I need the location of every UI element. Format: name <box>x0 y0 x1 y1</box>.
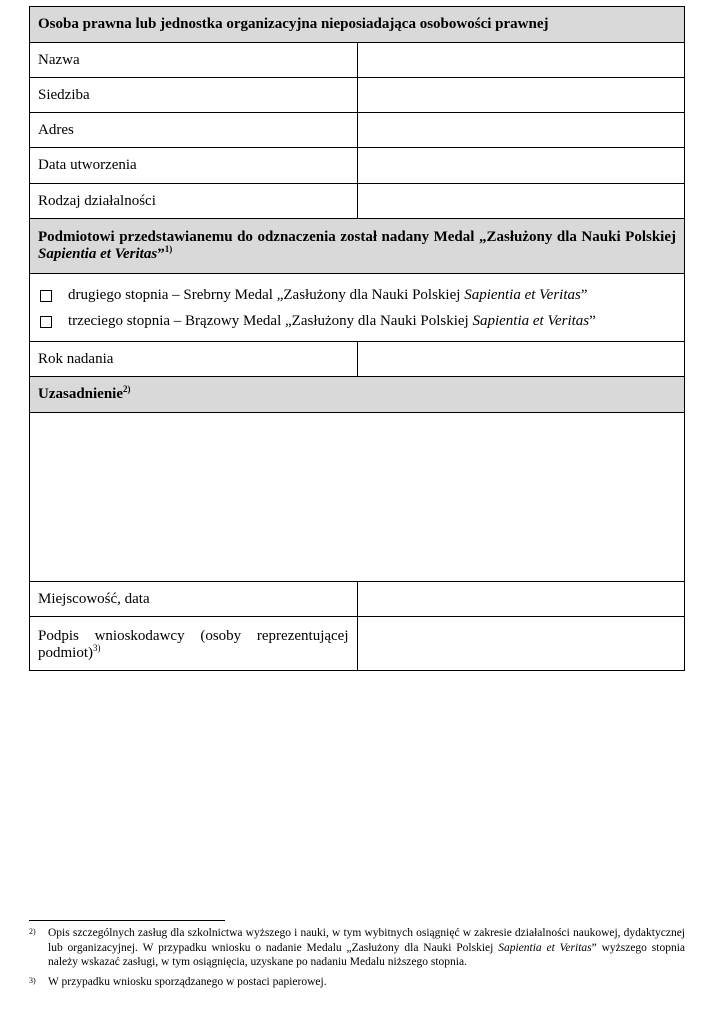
field-label-name: Nazwa <box>30 43 358 78</box>
option-second-end: ” <box>580 287 588 303</box>
footnote-3 <box>29 975 685 990</box>
footnote-divider <box>29 920 225 921</box>
section-heading-medal <box>30 219 685 274</box>
field-label-creation-date: Data utworzenia <box>30 148 358 184</box>
checkbox-second-degree[interactable] <box>40 290 52 302</box>
medal-options <box>30 274 685 342</box>
medal-heading-end: ” <box>157 246 165 262</box>
footnote-3-mark: 3) <box>29 975 36 985</box>
footnote-2-italic: Sapientia et Veritas <box>498 941 592 954</box>
option-third-degree-label <box>68 313 596 330</box>
footnote-2-mark: 2) <box>29 927 36 936</box>
field-value-name[interactable] <box>357 43 685 78</box>
field-label-seat: Siedziba <box>30 78 358 113</box>
field-value-activity-type[interactable] <box>357 184 685 219</box>
option-second-degree-label <box>68 287 588 304</box>
field-value-year[interactable] <box>357 342 685 377</box>
justification-heading-text: Uzasadnienie <box>38 386 124 402</box>
option-second-italic: Sapientia et Veritas <box>464 287 581 303</box>
medal-heading-text: Podmiotowi przedstawianemu do odznaczenia został nadany Medal „Zasłużony dla Nauki Polskiej <box>38 229 676 245</box>
footnote-2-part2: ” wyższego stopnia należy wskazać zasługi, w tym osiągnięcia, uzyskane po nadaniu Medalu niższego stopnia. <box>48 941 686 968</box>
medal-heading-italic: Sapientia et Veritas <box>38 246 158 262</box>
signature-label-text: Podpis wnioskodawcy (osoby reprezentującej podmiot) <box>38 627 349 661</box>
footnotes <box>29 926 685 989</box>
option-third-text: trzeciego stopnia – Brązowy Medal „Zasłużony dla Nauki Polskiej <box>68 313 473 329</box>
footnote-3-text: W przypadku wniosku sporządzanego w postaci papierowej. <box>48 975 327 988</box>
footnote-2-part1: Opis szczególnych zasług dla szkolnictwa wyższego i nauki, w tym wybitnych osiągnięć w zakresie działalności naukowej, dydaktycznej lub organizacyjnej. W przypadku wniosku o nadanie Medalu „Zasłużony dla Nauki Polskiej <box>48 927 685 954</box>
application-form-table <box>29 6 685 671</box>
footnote-ref-3: 3) <box>93 642 101 653</box>
field-value-place-date[interactable] <box>357 582 685 617</box>
field-value-address[interactable] <box>357 113 685 148</box>
option-second-text: drugiego stopnia – Srebrny Medal „Zasłużony dla Nauki Polskiej <box>68 287 465 303</box>
field-label-signature <box>30 617 358 671</box>
section-heading-justification <box>30 377 685 413</box>
option-second-degree[interactable] <box>38 283 676 309</box>
field-value-seat[interactable] <box>357 78 685 113</box>
checkbox-third-degree[interactable] <box>40 316 52 328</box>
field-value-signature[interactable] <box>357 617 685 671</box>
option-third-degree[interactable] <box>38 309 676 335</box>
section-heading-legal-entity: Osoba prawna lub jednostka organizacyjna nieposiadająca osobowości prawnej <box>30 7 685 43</box>
footnote-ref-1: 1) <box>164 244 173 254</box>
footnote-2-text <box>48 926 685 970</box>
field-label-address: Adres <box>30 113 358 148</box>
footnote-ref-2: 2) <box>123 384 131 394</box>
field-label-place-date: Miejscowość, data <box>30 582 358 617</box>
field-value-creation-date[interactable] <box>357 148 685 184</box>
field-label-activity-type: Rodzaj działalności <box>30 184 358 219</box>
justification-textarea[interactable] <box>30 413 685 582</box>
option-third-italic: Sapientia et Veritas <box>472 313 590 329</box>
footnote-2 <box>29 926 685 970</box>
option-third-end: ” <box>589 313 596 329</box>
field-label-year: Rok nadania <box>30 342 358 377</box>
